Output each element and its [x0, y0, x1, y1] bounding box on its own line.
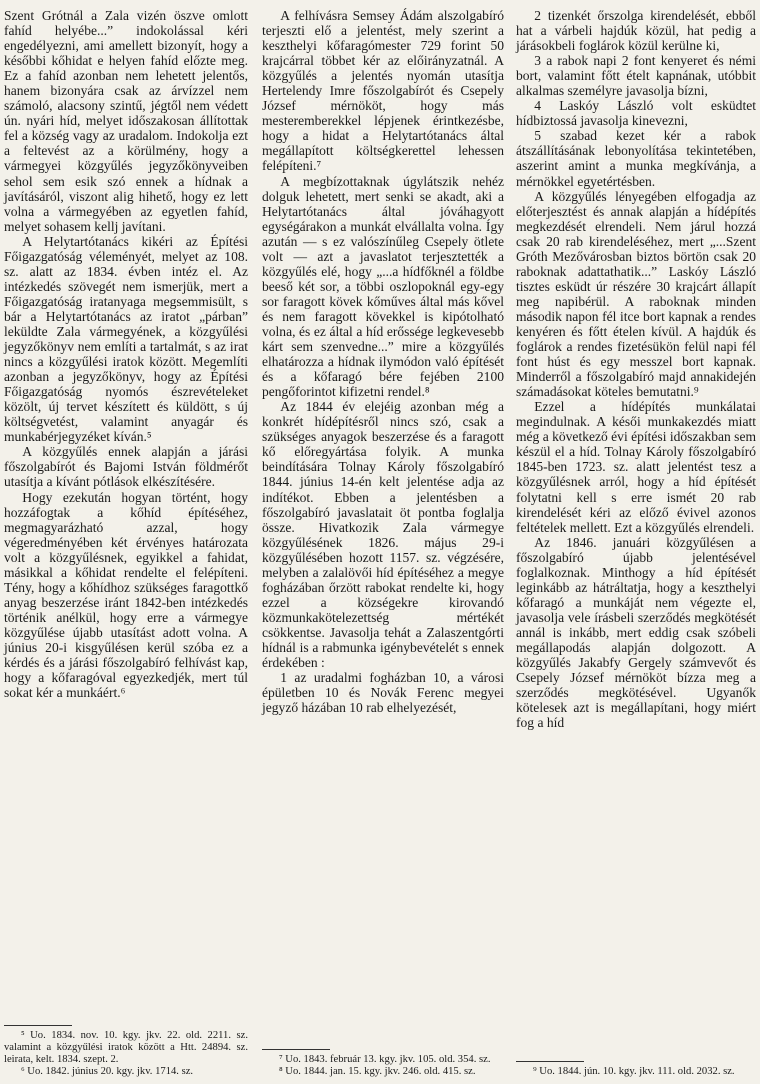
paragraph: 4 Laskóy László volt esküdtet hídbiztossá javasolja kinevezni,: [516, 98, 756, 129]
footnotes-column-3: [516, 1061, 756, 1078]
paragraph: 5 szabad kezet kér a rabok átszállításának lebonyolítása tekintetében, aszerint amint a munka megkívánja, a mérnökkel egyetértésben.: [516, 128, 756, 189]
footnote-rule: [262, 1049, 330, 1050]
paragraph: Az 1846. januári közgyűlésen a főszolgabíró újabb jelentésével foglalkoznak. Minthogy a híd építését leginkább az hátráltatja, hogy a keszthelyi kőfaragó a munkáját nem végezte el, javasolja vele írásbeli szerződés megkötését annál is inkább, mert eddig csak szóbeli megállapodás alapján dolgozott. A közgyűlés Jakabfy Gergely számvevőt és Csepely József mérnököt bízza meg a szerződés megkötésével. Ugyanők kötelesek azt is megállapítani, hogy miért fog a híd: [516, 534, 756, 731]
footnote: ⁶ Uo. 1842. június 20. kgy. jkv. 1714. sz.: [20, 1066, 194, 1077]
footnote: ⁷ Uo. 1843. február 13. kgy. jkv. 105. old. 354. sz.: [278, 1054, 491, 1065]
column-1-body: [4, 8, 248, 700]
text-column-1: [4, 8, 248, 1078]
text-column-2: [262, 8, 504, 1078]
paragraph: Az 1844 év elejéig azonban még a konkrét hídépítésről nincs szó, csak a szükséges anyagok beszerzése és a faragott kő előregyártása folyik. A munka beindítására Tolnay Károly főszolgabíró 1844. június 14-én kelt jelentése adja az indítékot. Ebben a jelentésben a főszolgabíró javaslatait öt pontba foglalja össze. Hivatkozik Zala vármegye közgyűlésének 1826. május 29-i közgyűlésében hozott 1157. sz. végzésére, melyben a zalalövői híd építéséhez a megye fogházában őrzött rabokat rendelte ki, hogy ezzel a községekre kirovandó közmunkakötelezettség mértékét csökkentse. Javasolja tehát a Zalaszentgórti hídnál is a rabmunka igénybevételét s ennek érdekében :: [262, 399, 504, 671]
footnote: ⁹ Uo. 1844. jún. 10. kgy. jkv. 111. old. 2032. sz.: [532, 1066, 735, 1077]
footnote: ⁵ Uo. 1834. nov. 10. kgy. jkv. 22. old. 2211. sz. valamint a közgyűlési iratok között a Htt. 24894. sz. leirata, kelt. 1834. szept. 2.: [4, 1030, 248, 1065]
paragraph: Hogy ezekután hogyan történt, hogy hozzáfogtak a kőhíd építéséhez, megmagyarázható azzal, hogy végeredményében két érvényes határozata volt a közgyűlésnek, egyikkel a fahidat, másikkal a kőhidat rendelte el felépíteni. Tény, hogy a kőhídhoz szükséges faragottkő anyag beszerzése iránt 1842-ben intézkedés történik anélkül, hogy erre a vármegye közgyűlése újabb utasítást adott volna. A június 20-i kisgyűlésen kerül szóba ez a kérdés és a járási főszolgabíró felhívást kap, hogy a kőfaragóval egyezkedjék, mert túl sokat kér a munkáért.⁶: [4, 489, 248, 701]
footnote-rule: [4, 1025, 72, 1026]
paragraph: 3 a rabok napi 2 font kenyeret és némi bort, valamint főtt ételt kapnának, utóbbit alkalmas személyre javasolja bízni,: [516, 53, 756, 99]
paragraph: Ezzel a hídépítés munkálatai megindulnak. A késői munkakezdés miatt még a következő évi építési időszakban sem készül el a híd. Tolnay Károly főszolgabíró 1845-ben 1723. sz. alatt jelentést tesz a közgyűlésnek arról, hogy a híd építését folytatni kell s erre ismét 20 rab kirendelését kéri az előző évivel azonos feltételek mellett. Ezt a közgyűlés elrendeli.: [516, 399, 757, 535]
paragraph: Szent Grótnál a Zala vizén öszve omlott fahíd helyébe...” indokolással kéri engedélyezni, ami amellett bizonyít, hogy a későbbi kőhidat e helyen fahíd előzte meg. Ez a fahíd azonban nem lehetett jelentős, hanem bizonyára csak az árvízzel nem számoló, alacsony szintű, jégtől nem védett ún. nyári híd, melyet időszakosan állítottak fel a község vagy az uradalom. Indokolja ezt a feltevést az a körülmény, hogy a vármegyei közgyűlés jegyzőkönyveiben sehol sem esik szó ennek a hídnak a javításáról, viszont alig hihető, hogy ez lett volna a vármegyében az egyetlen fahíd, melyet sohasem kellj javítani.: [4, 8, 248, 234]
footnote-rule: [516, 1061, 584, 1062]
footnotes-column-1: [4, 1025, 248, 1078]
paragraph: A megbízottaknak úgylátszik nehéz dolguk lehetett, mert senki se akadt, aki a Helytartótanács által jóváhagyott egységárakon a munkát elvállalta volna. Így azután — s ez valószínűleg Csepely ötlete volt — azt a javaslatot terjesztették a közgyűlés elé, hogy „...a hídfőknél a földbe beeső két sor, a többi oszlopoknál egy-egy sor faragott kövek kőműves által más kővel és nem faragott kövekkel is kipótolható volna, és ez által a híd erőssége legkevesebb kárt sem szenvedne...” mire a közgyűlés elhatározza a hídnak ilymódon való építését és a kőfaragó bére fejében 2100 pengőforintot kifizetni rendel.⁸: [262, 173, 504, 400]
text-column-3: [516, 8, 756, 1078]
paragraph: 1 az uradalmi fogházban 10, a városi épületben 10 és Novák Ferenc megyei jegyző házában 10 rab elhelyezését,: [262, 670, 504, 716]
paragraph: A közgyűlés lényegében elfogadja az előterjesztést és annak alapján a hídépítés megkezdését elrendeli. Nem járul hozzá csak 20 rab kirendeléséhez, mert „...Szent Gróth Mezővárosban biztos börtön csak 20 raboknak adattathatik...” Laskóy László tisztes esküdt úr részére 30 krajcárt állapít meg napibérül. A raboknak minden második napon fél itce bort kapnak a rendes kenyéren és főtt ételen kívül. A hajdúk és foglárok a rendes fizetésükön felül napi fél font húst és egy messzel bort kapnak. Minderről a főszolgabíró majd annakidején számadásokat köteles bemutatni.⁹: [516, 188, 756, 400]
footnotes-column-2: [262, 1049, 504, 1078]
paragraph: A Helytartótanács kikéri az Építési Főigazgatóság véleményét, melyet az 108. sz. alatt az 1834. évben intéz el. Az intézkedés szövegét nem ismerjük, mert a Főigazgatóság iratanyaga megsemmisült, s bár a Helytartótanács az iratot „párban” leküldte Zala vármegyének, a közgyűlési jegyzőkönyv nem említi a tartalmát, s az irat nincs a közgyűlési iratok között. Megemlíti azonban a jegyzőkönyv, hogy az Építési Főigazgatóság nyomós észrevételeket közölt, új tervet készített és küldött, s új költségvetést, valamint anyagár és munkabérjegyzéket kíván.⁵: [4, 233, 248, 445]
paragraph: A közgyűlés ennek alapján a járási főszolgabírót és Bajomi István földmérőt utasítja a kívánt pótlások elkészítésére.: [4, 444, 248, 490]
footnote: ⁸ Uo. 1844. jan. 15. kgy. jkv. 246. old. 415. sz.: [278, 1066, 476, 1077]
column-3-body: [516, 8, 756, 730]
column-2-body: [262, 8, 504, 715]
paragraph: 2 tizenkét őrszolga kirendelését, ebből hat a várbeli hajdúk közül, hat pedig a járásokbeli foglárok közül kerülne ki,: [516, 8, 756, 54]
paragraph: A felhívásra Semsey Ádám alszolgabíró terjeszti elő a jelentést, mely szerint a keszthelyi kőfaragómester 729 forint 50 krajcárral többet kér az előirányzatnál. A közgyűlés a jelentés nyomán utasítja Hertelendy Imre főszolgabírót és Csepely József mérnököt, hogy más mesteremberekkel lépjenek érintkezésbe, hogy a hidat a Helytartótanács által megállapított költségkerettel lehessen felépíteni.⁷: [262, 8, 504, 174]
